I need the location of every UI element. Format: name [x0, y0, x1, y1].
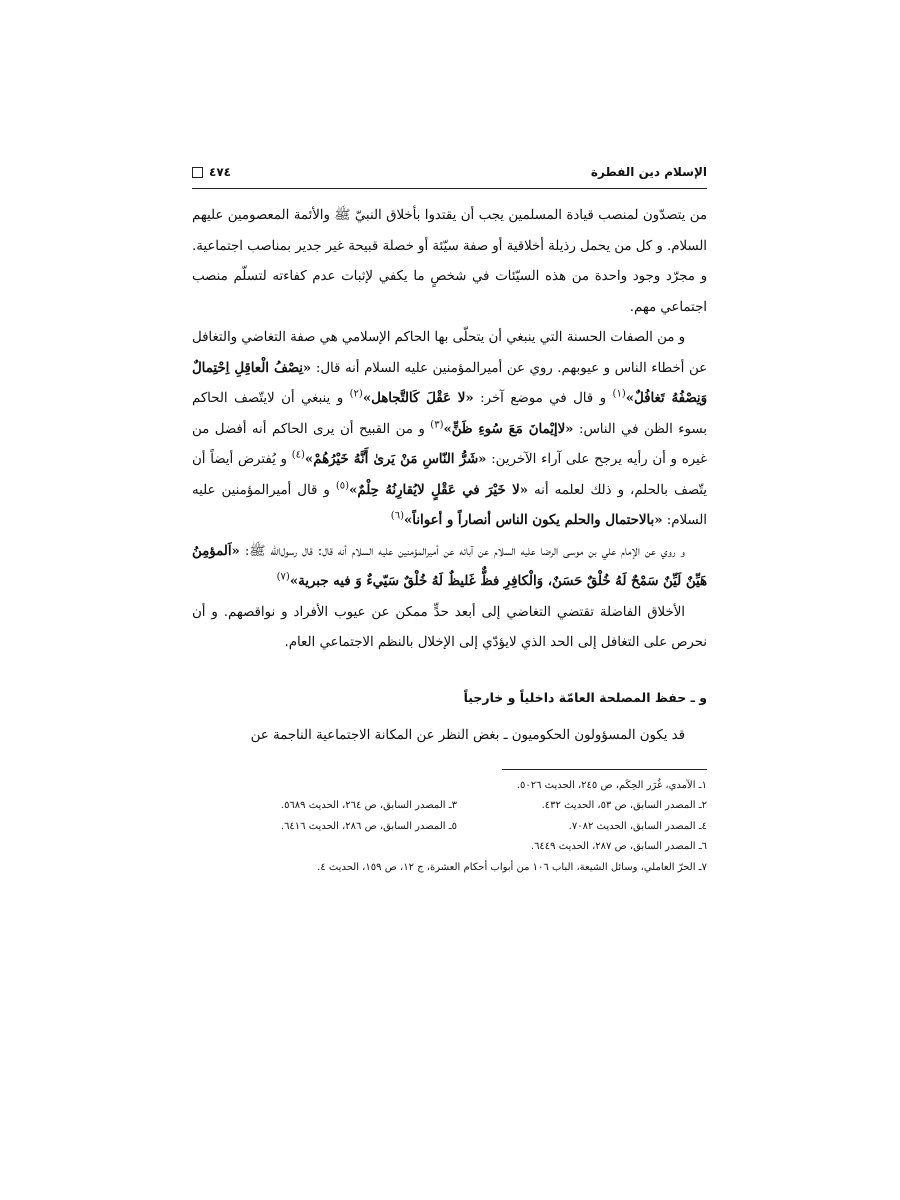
footnote-7: ٧ـ الحرّ العاملي، وسائل الشيعة، الباب ١٠٦ من أبواب أحكام العشرة، ج ١٢، ص ١٥٩، الحديث ٤.	[317, 861, 707, 873]
footnote-3: ٣ـ المصدر السابق، ص ٢٦٤، الحديث ٥٦٨٩.	[280, 800, 457, 811]
footnote-2: ٢ـ المصدر السابق، ص ٥٣، الحديث ٤٣٢.	[541, 800, 707, 811]
paragraph-2	[192, 323, 707, 537]
hadith-quote: «اَلمؤمِنُ هَيِّنٌ لَيِّنٌ سَمْحٌ لَهُ خُلْقٌ حَسَنٌ، وَالْكافِرِ فظٌّ غَليظٌ لَهُ خُلْقٌ سَيّيءٌ وَ فيه جبرية»	[192, 543, 707, 589]
footnote-ref[interactable]: (١)	[612, 388, 626, 400]
footnote-4: ٤ـ المصدر السابق، الحديث ٧٠٨٢.	[568, 820, 707, 832]
footnote-6: ٦ـ المصدر السابق، ص ٢٨٧، الحديث ٦٤٤٩.	[530, 841, 707, 852]
text-run: و روي عن الإمام علي بن موسى الرضا عليه السلام عن آبائه عن أميرالمؤمنين عليه السلام أنه قال: قال رسول‌اللّه ﷺ:	[239, 543, 685, 559]
hadith-quote: «لا خَيْرَ في عَقْلٍ لايُقارِنُهُ حِلْمٌ»	[349, 482, 529, 498]
footnote-1: ١ـ الآمدي، غُرَر الحِكَم، ص ٢٤٥، الحديث ٥٠٢٦.	[516, 779, 707, 791]
footnote-ref[interactable]: (٦)	[390, 510, 404, 522]
book-page	[192, 160, 707, 878]
footnote-ref[interactable]: (٣)	[430, 419, 444, 431]
text-run: و قال أميرالمؤمنين عليه السلام:	[192, 482, 707, 528]
square-box-icon	[192, 167, 203, 178]
text-run: و من الصفات الحسنة التي ينبغي أن يتحلّى بها الحاكم الإسلامي هي صفة التغاضي والتغافل عن أخطاء الناس و عيوبهم. روي عن أميرالمؤمنين عليه السلام أنه قال:	[192, 330, 708, 376]
footnote-ref[interactable]: (٧)	[276, 571, 290, 583]
footnote-ref[interactable]: (٤)	[291, 449, 305, 461]
footnotes	[192, 776, 707, 879]
footnote-divider	[502, 769, 707, 770]
hadith-quote: «بالاحتمال والحلم يكون الناس أنصاراً و أعواناً»	[403, 513, 663, 528]
page-number-area	[192, 165, 231, 179]
section-paragraph: قد يكون المسؤولون الحكوميون ـ بغض النظر عن المكانة الاجتماعية الناجمة عن	[250, 727, 685, 743]
footnote-row	[192, 858, 707, 879]
paragraph-3	[192, 537, 707, 598]
text-run: و ينبغي أن لايتّصف الحاكم بسوء الظن في الناس:	[192, 391, 707, 437]
text-run: و من القبيح أن يرى الحاكم أنه أفضل من غيره و أن رأيه يرجح على آراء الآخرين:	[192, 421, 707, 467]
running-header	[192, 160, 707, 189]
text-run: و قال في موضع آخر:	[473, 391, 613, 406]
footnote-row	[192, 837, 707, 858]
hadith-quote: «شَرُّ النّاسِ مَنْ يَرىٰ أَنَّهُ خَيْرُهُمْ»	[304, 452, 487, 467]
footnote-ref[interactable]: (٥)	[335, 480, 350, 492]
footnote-5: ٥ـ المصدر السابق، ص ٢٨٦، الحديث ٦٤١٦.	[280, 820, 457, 832]
running-title: الإسلام دين الفطرة	[590, 165, 707, 179]
page-number: ٤٧٤	[209, 165, 231, 179]
footnote-row	[192, 776, 707, 797]
footnote-row	[192, 796, 707, 817]
hadith-quote: «لا عَقْلَ كَالتَّجاهل»	[362, 391, 474, 406]
paragraph-4: الأخلاق الفاضلة تقتضي التغاضي إلى أبعد حدٍّ ممكن عن عيوب الأفراد و نواقصهم. و أن نحرص على التغافل إلى الحد الذي لايؤدّي إلى الإخلال بالنظم الاجتماعي العام.	[192, 604, 707, 650]
footnote-ref[interactable]: (٢)	[349, 388, 363, 400]
section-heading: و ـ حفظ المصلحة العامّة داخلياً و خارجياً	[463, 689, 707, 705]
hadith-quote: «لاإيْمانَ مَعَ سُوءِ ظَنٍّ»	[443, 421, 574, 437]
paragraph-1: من يتصدّون لمنصب قيادة المسلمين يجب أن يقتدوا بأخلاق النبيّ ﷺ والأئمة المعصومين عليهم السلام. و كل من يحمل رذيلة أخلاقية أو صفة سيّئة أو خصلة قبيحة غير جدير بمناصب اجتماعية. و مجرّد وجود واحدة من هذه السيّئات في شخصٍ ما يكفي لإثبات عدم كفاءته لتسلّم منصب اجتماعي مهم.	[191, 208, 707, 315]
hadith-quote: «نِصْفُ الْعاقِلِ اِحْتِمالٌ وَنِصْفُهُ تَغافُلٌ»	[192, 360, 708, 406]
main-text	[192, 201, 707, 659]
text-run: و يُفترض أيضاً أن يتّصف بالحلم، و ذلك لعلمه أنه	[192, 452, 708, 498]
footnote-row	[192, 817, 707, 838]
